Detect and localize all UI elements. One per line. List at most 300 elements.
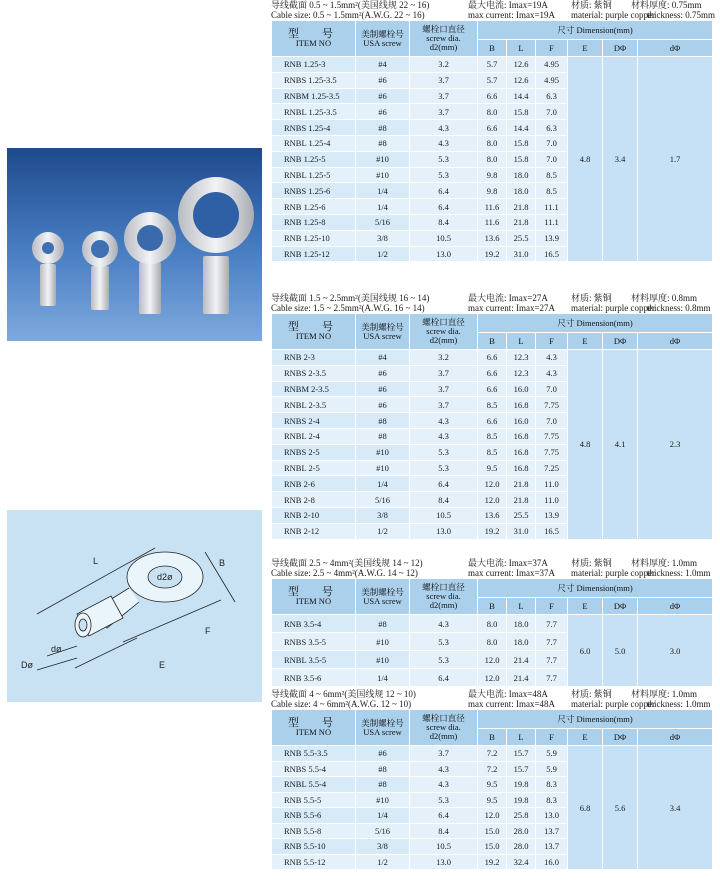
- dim-b: 7.2: [478, 761, 507, 777]
- table-row: [272, 57, 713, 73]
- item-no: RNB 2-10: [272, 507, 356, 523]
- item-en-label: ITEM NO: [295, 595, 332, 606]
- dim-b: 8.0: [478, 151, 507, 167]
- dim-b: 19.2: [478, 246, 507, 262]
- col-dim-5: dΦ: [638, 333, 713, 350]
- dim-f: 13.7: [536, 823, 568, 839]
- dim-l: 14.4: [507, 120, 536, 136]
- item-no: RNB 1.25-12: [272, 246, 356, 262]
- dim-l: 21.8: [507, 476, 536, 492]
- dia-cn-label: 螺栓口直径: [422, 24, 465, 34]
- col-screw: [356, 314, 410, 350]
- dim-f: 13.7: [536, 839, 568, 855]
- label-e: E: [159, 660, 166, 670]
- col-dia: [410, 710, 478, 746]
- dim-f: 13.9: [536, 230, 568, 246]
- dia-cn-label: 螺栓口直径: [422, 317, 465, 327]
- max-current-en: max current: Imax=48A: [468, 699, 556, 709]
- screw-dia: 3.7: [410, 746, 478, 762]
- screw-dia: 3.2: [410, 350, 478, 366]
- spec-section-2: [271, 293, 712, 540]
- col-dim-5: dΦ: [638, 729, 713, 746]
- spec-section-4: [271, 689, 712, 870]
- dim-b: 9.5: [478, 792, 507, 808]
- usa-screw: 3/8: [356, 507, 410, 523]
- thickness-cn: 材料厚度: 1.0mm: [631, 689, 698, 699]
- usa-screw: #8: [356, 761, 410, 777]
- dim-l: 31.0: [507, 523, 536, 539]
- dim-e: 4.8: [568, 350, 603, 540]
- col-dim-2: F: [536, 598, 568, 615]
- col-dim-1: L: [507, 598, 536, 615]
- item-no: RNB 5.5-12: [272, 854, 356, 870]
- usa-screw: 1/4: [356, 669, 410, 687]
- dim-b: 12.0: [478, 476, 507, 492]
- dim-l: 18.0: [507, 615, 536, 633]
- max-current-cn: 最大电流: Imax=27A: [468, 293, 548, 303]
- screw-dia: 13.0: [410, 246, 478, 262]
- spec-section-3: [271, 558, 712, 687]
- dim-b: 6.6: [478, 88, 507, 104]
- dim-b: 8.5: [478, 428, 507, 444]
- col-dim-3: E: [568, 333, 603, 350]
- dim-f: 4.3: [536, 365, 568, 381]
- dim-small-d: 1.7: [638, 57, 713, 262]
- screw-dia: 10.5: [410, 507, 478, 523]
- usa-screw: 3/8: [356, 839, 410, 855]
- screw-en-label: USA screw: [363, 595, 402, 606]
- dim-l: 32.4: [507, 854, 536, 870]
- col-dimension: 尺寸 Dimension(mm): [478, 579, 713, 598]
- thickness-en: thickness: 1.0mm: [647, 699, 711, 709]
- dim-b: 9.8: [478, 183, 507, 199]
- item-no: RNB 2-8: [272, 492, 356, 508]
- dia-en-label: screw dia.: [426, 591, 461, 601]
- item-cn-label: 型 号: [288, 27, 339, 40]
- screw-dia: 6.4: [410, 476, 478, 492]
- col-dim-4: DΦ: [603, 40, 638, 57]
- thickness-en: thickness: 0.8mm: [647, 303, 711, 313]
- dim-b: 13.6: [478, 507, 507, 523]
- item-no: RNBL 2-4: [272, 428, 356, 444]
- spec-table: [271, 20, 713, 262]
- col-dia: [410, 21, 478, 57]
- usa-screw: #8: [356, 777, 410, 793]
- dim-b: 6.6: [478, 365, 507, 381]
- spec-table: [271, 709, 713, 870]
- item-no: RNBL 1.25-4: [272, 135, 356, 151]
- col-dim-0: B: [478, 40, 507, 57]
- dim-l: 16.0: [507, 413, 536, 429]
- col-dim-2: F: [536, 333, 568, 350]
- usa-screw: #6: [356, 88, 410, 104]
- dim-f: 7.75: [536, 397, 568, 413]
- usa-screw: 3/8: [356, 230, 410, 246]
- item-no: RNBS 5.5-4: [272, 761, 356, 777]
- label-f: F: [205, 626, 211, 636]
- dim-f: 8.5: [536, 183, 568, 199]
- screw-dia: 4.3: [410, 777, 478, 793]
- screw-dia: 3.7: [410, 104, 478, 120]
- dim-f: 11.1: [536, 199, 568, 215]
- item-en-label: ITEM NO: [295, 37, 332, 48]
- usa-screw: #10: [356, 167, 410, 183]
- item-en-label: ITEM NO: [295, 330, 332, 341]
- dim-l: 16.8: [507, 460, 536, 476]
- dim-l: 12.3: [507, 350, 536, 366]
- dim-l: 12.6: [507, 57, 536, 73]
- col-dimension: 尺寸 Dimension(mm): [478, 21, 713, 40]
- screw-cn-label: 美制螺栓号: [361, 28, 404, 39]
- screw-dia: 3.7: [410, 381, 478, 397]
- dim-l: 15.8: [507, 135, 536, 151]
- screw-dia: 5.3: [410, 651, 478, 669]
- label-b: B: [219, 558, 226, 568]
- dim-b: 12.0: [478, 808, 507, 824]
- spec-section-1: [271, 0, 715, 262]
- item-no: RNBS 2-4: [272, 413, 356, 429]
- dim-b: 11.6: [478, 214, 507, 230]
- dim-f: 4.95: [536, 57, 568, 73]
- dim-f: 11.0: [536, 476, 568, 492]
- dim-e: 4.8: [568, 57, 603, 262]
- usa-screw: #10: [356, 792, 410, 808]
- dia-cn-label: 螺栓口直径: [422, 582, 465, 592]
- dim-b: 11.6: [478, 199, 507, 215]
- table-row: [272, 746, 713, 762]
- max-current-cn: 最大电流: Imax=48A: [468, 689, 548, 699]
- col-dim-4: DΦ: [603, 333, 638, 350]
- dim-l: 12.3: [507, 365, 536, 381]
- screw-cn-label: 美制螺栓号: [361, 586, 404, 597]
- dia-unit-label: d2(mm): [429, 600, 458, 610]
- col-dim-1: L: [507, 333, 536, 350]
- usa-screw: #8: [356, 135, 410, 151]
- dim-b: 6.6: [478, 120, 507, 136]
- item-no: RNBL 2-3.5: [272, 397, 356, 413]
- screw-dia: 13.0: [410, 523, 478, 539]
- usa-screw: #10: [356, 444, 410, 460]
- section-header: [271, 293, 712, 313]
- cable-size-en: Cable size: 4 ~ 6mm²(A.W.G. 12 ~ 10): [271, 699, 412, 709]
- usa-screw: 1/4: [356, 183, 410, 199]
- dim-f: 7.7: [536, 615, 568, 633]
- dim-l: 31.0: [507, 246, 536, 262]
- dim-b: 9.5: [478, 777, 507, 793]
- dimension-drawing: [7, 510, 262, 702]
- dim-l: 21.8: [507, 214, 536, 230]
- dim-l: 16.8: [507, 444, 536, 460]
- dim-f: 7.0: [536, 381, 568, 397]
- col-screw: [356, 710, 410, 746]
- label-d2: d2ø: [157, 572, 173, 582]
- dim-l: 15.8: [507, 104, 536, 120]
- item-no: RNBM 2-3.5: [272, 381, 356, 397]
- material-en: material: purple copper: [571, 303, 655, 313]
- dim-l: 21.4: [507, 669, 536, 687]
- dia-en-label: screw dia.: [426, 33, 461, 43]
- dim-b: 5.7: [478, 57, 507, 73]
- col-dim-5: dΦ: [638, 598, 713, 615]
- dim-big-d: 3.4: [603, 57, 638, 262]
- dim-f: 8.5: [536, 167, 568, 183]
- dim-l: 21.4: [507, 651, 536, 669]
- dim-b: 9.5: [478, 460, 507, 476]
- item-no: RNB 5.5-3.5: [272, 746, 356, 762]
- dim-f: 13.9: [536, 507, 568, 523]
- section-header: [271, 0, 715, 20]
- usa-screw: 5/16: [356, 492, 410, 508]
- dim-b: 8.0: [478, 104, 507, 120]
- item-cn-label: 型 号: [288, 585, 339, 598]
- screw-dia: 3.7: [410, 72, 478, 88]
- dim-b: 12.0: [478, 492, 507, 508]
- screw-dia: 5.3: [410, 167, 478, 183]
- col-item: [272, 314, 356, 350]
- item-no: RNBS 1.25-4: [272, 120, 356, 136]
- thickness-en: thickness: 0.75mm: [647, 10, 715, 20]
- screw-dia: 3.7: [410, 88, 478, 104]
- col-dimension: 尺寸 Dimension(mm): [478, 710, 713, 729]
- item-no: RNB 1.25-10: [272, 230, 356, 246]
- col-dim-2: F: [536, 40, 568, 57]
- screw-dia: 6.4: [410, 808, 478, 824]
- usa-screw: 1/2: [356, 854, 410, 870]
- usa-screw: #10: [356, 460, 410, 476]
- usa-screw: 1/4: [356, 476, 410, 492]
- dim-b: 9.8: [478, 167, 507, 183]
- item-cn-label: 型 号: [288, 320, 339, 333]
- table-row: [272, 615, 713, 633]
- dim-b: 6.6: [478, 413, 507, 429]
- item-no: RNBL 5.5-4: [272, 777, 356, 793]
- item-no: RNBL 3.5-5: [272, 651, 356, 669]
- thickness-cn: 材料厚度: 1.0mm: [631, 558, 698, 568]
- col-dim-5: dΦ: [638, 40, 713, 57]
- dim-l: 18.0: [507, 167, 536, 183]
- dim-small-d: 3.4: [638, 746, 713, 870]
- item-en-label: ITEM NO: [295, 726, 332, 737]
- material-cn: 材质: 紫铜: [571, 689, 612, 699]
- material-en: material: purple copper: [571, 10, 655, 20]
- dia-unit-label: d2(mm): [429, 335, 458, 345]
- screw-dia: 3.2: [410, 57, 478, 73]
- col-item: [272, 579, 356, 615]
- ring-terminal-small-2: [82, 231, 118, 310]
- usa-screw: #6: [356, 365, 410, 381]
- dim-l: 18.0: [507, 633, 536, 651]
- dim-f: 6.3: [536, 88, 568, 104]
- item-no: RNBM 1.25-3.5: [272, 88, 356, 104]
- usa-screw: #6: [356, 746, 410, 762]
- col-dim-4: DΦ: [603, 598, 638, 615]
- dim-l: 19.8: [507, 777, 536, 793]
- dim-b: 15.0: [478, 823, 507, 839]
- item-no: RNBS 1.25-6: [272, 183, 356, 199]
- dim-b: 6.6: [478, 381, 507, 397]
- screw-dia: 5.3: [410, 792, 478, 808]
- spec-table: [271, 313, 713, 540]
- usa-screw: 1/2: [356, 246, 410, 262]
- dim-l: 25.5: [507, 507, 536, 523]
- screw-dia: 4.3: [410, 761, 478, 777]
- col-dim-1: L: [507, 729, 536, 746]
- usa-screw: 1/4: [356, 199, 410, 215]
- max-current-en: max current: Imax=19A: [468, 10, 556, 20]
- dim-f: 8.3: [536, 777, 568, 793]
- dim-b: 8.0: [478, 633, 507, 651]
- col-dia: [410, 314, 478, 350]
- dim-f: 7.7: [536, 651, 568, 669]
- dim-f: 4.95: [536, 72, 568, 88]
- dim-f: 7.7: [536, 633, 568, 651]
- dim-l: 25.8: [507, 808, 536, 824]
- dim-b: 8.5: [478, 397, 507, 413]
- label-l: L: [93, 556, 99, 566]
- item-cn-label: 型 号: [288, 716, 339, 729]
- screw-dia: 3.7: [410, 397, 478, 413]
- screw-dia: 4.3: [410, 135, 478, 151]
- dim-l: 15.8: [507, 151, 536, 167]
- screw-dia: 6.4: [410, 199, 478, 215]
- screw-dia: 4.3: [410, 413, 478, 429]
- dim-f: 7.0: [536, 151, 568, 167]
- dim-l: 28.0: [507, 823, 536, 839]
- usa-screw: #4: [356, 57, 410, 73]
- col-screw: [356, 579, 410, 615]
- item-no: RNB 5.5-5: [272, 792, 356, 808]
- dim-f: 8.3: [536, 792, 568, 808]
- dim-f: 7.0: [536, 413, 568, 429]
- dim-big-d: 4.1: [603, 350, 638, 540]
- dim-f: 11.0: [536, 492, 568, 508]
- item-no: RNB 2-3: [272, 350, 356, 366]
- dim-b: 12.0: [478, 651, 507, 669]
- dia-en-label: screw dia.: [426, 722, 461, 732]
- label-d-large: Dø: [21, 660, 33, 670]
- dim-f: 7.25: [536, 460, 568, 476]
- item-no: RNBL 2-5: [272, 460, 356, 476]
- screw-dia: 4.3: [410, 428, 478, 444]
- cable-size-cn: 导线截面 2.5 ~ 4mm²(美国线规 14 ~ 12): [271, 558, 423, 568]
- dia-unit-label: d2(mm): [429, 731, 458, 741]
- col-item: [272, 21, 356, 57]
- item-no: RNB 1.25-5: [272, 151, 356, 167]
- cable-size-en: Cable size: 0.5 ~ 1.5mm²(A.W.G. 22 ~ 16): [271, 10, 425, 20]
- col-screw: [356, 21, 410, 57]
- dim-f: 16.5: [536, 523, 568, 539]
- dim-b: 19.2: [478, 523, 507, 539]
- usa-screw: 5/16: [356, 214, 410, 230]
- cable-size-en: Cable size: 2.5 ~ 4mm²(A.W.G. 14 ~ 12): [271, 568, 418, 578]
- item-no: RNB 5.5-8: [272, 823, 356, 839]
- item-no: RNB 1.25-3: [272, 57, 356, 73]
- dim-l: 14.4: [507, 88, 536, 104]
- dim-e: 6.0: [568, 615, 603, 687]
- screw-dia: 5.3: [410, 151, 478, 167]
- screw-dia: 5.3: [410, 460, 478, 476]
- usa-screw: #8: [356, 428, 410, 444]
- item-no: RNBS 3.5-5: [272, 633, 356, 651]
- cable-size-cn: 导线截面 1.5 ~ 2.5mm²(美国线规 16 ~ 14): [271, 293, 430, 303]
- dim-f: 7.75: [536, 428, 568, 444]
- dim-b: 12.0: [478, 669, 507, 687]
- dim-f: 7.0: [536, 135, 568, 151]
- item-no: RNB 5.5-6: [272, 808, 356, 824]
- screw-cn-label: 美制螺栓号: [361, 717, 404, 728]
- table-row: [272, 350, 713, 366]
- dim-f: 16.0: [536, 854, 568, 870]
- item-no: RNB 2-6: [272, 476, 356, 492]
- dim-l: 15.7: [507, 746, 536, 762]
- item-no: RNBS 1.25-3.5: [272, 72, 356, 88]
- dim-small-d: 3.0: [638, 615, 713, 687]
- dim-b: 8.0: [478, 615, 507, 633]
- dim-l: 12.6: [507, 72, 536, 88]
- screw-dia: 5.3: [410, 633, 478, 651]
- spec-table: [271, 578, 713, 687]
- dim-b: 19.2: [478, 854, 507, 870]
- col-dim-0: B: [478, 598, 507, 615]
- col-dim-3: E: [568, 729, 603, 746]
- usa-screw: 1/4: [356, 808, 410, 824]
- dim-f: 6.3: [536, 120, 568, 136]
- thickness-cn: 材料厚度: 0.75mm: [631, 0, 702, 10]
- col-dia: [410, 579, 478, 615]
- dim-big-d: 5.0: [603, 615, 638, 687]
- col-dim-0: B: [478, 333, 507, 350]
- screw-dia: 10.5: [410, 230, 478, 246]
- dim-l: 18.0: [507, 183, 536, 199]
- usa-screw: #6: [356, 72, 410, 88]
- screw-en-label: USA screw: [363, 37, 402, 48]
- item-no: RNB 3.5-6: [272, 669, 356, 687]
- material-cn: 材质: 紫铜: [571, 293, 612, 303]
- max-current-cn: 最大电流: Imax=37A: [468, 558, 548, 568]
- item-no: RNBS 2-5: [272, 444, 356, 460]
- screw-dia: 8.4: [410, 214, 478, 230]
- dim-f: 7.75: [536, 444, 568, 460]
- dim-l: 16.0: [507, 381, 536, 397]
- screw-en-label: USA screw: [363, 330, 402, 341]
- dim-f: 7.7: [536, 669, 568, 687]
- item-no: RNB 2-12: [272, 523, 356, 539]
- dim-l: 16.8: [507, 397, 536, 413]
- usa-screw: #6: [356, 104, 410, 120]
- product-photo: [7, 148, 262, 341]
- screw-en-label: USA screw: [363, 726, 402, 737]
- material-en: material: purple copper: [571, 699, 655, 709]
- dim-b: 6.6: [478, 350, 507, 366]
- screw-dia: 3.7: [410, 365, 478, 381]
- screw-dia: 4.3: [410, 120, 478, 136]
- max-current-cn: 最大电流: Imax=19A: [468, 0, 548, 10]
- col-dim-3: E: [568, 40, 603, 57]
- screw-dia: 4.3: [410, 615, 478, 633]
- item-no: RNB 1.25-8: [272, 214, 356, 230]
- screw-dia: 5.3: [410, 444, 478, 460]
- dim-b: 13.6: [478, 230, 507, 246]
- section-header: [271, 689, 712, 709]
- dim-l: 21.8: [507, 199, 536, 215]
- material-cn: 材质: 紫铜: [571, 558, 612, 568]
- screw-dia: 8.4: [410, 492, 478, 508]
- usa-screw: #6: [356, 397, 410, 413]
- material-cn: 材质: 紫铜: [571, 0, 612, 10]
- item-no: RNBL 1.25-5: [272, 167, 356, 183]
- label-d-small: dø: [51, 644, 62, 654]
- dim-b: 15.0: [478, 839, 507, 855]
